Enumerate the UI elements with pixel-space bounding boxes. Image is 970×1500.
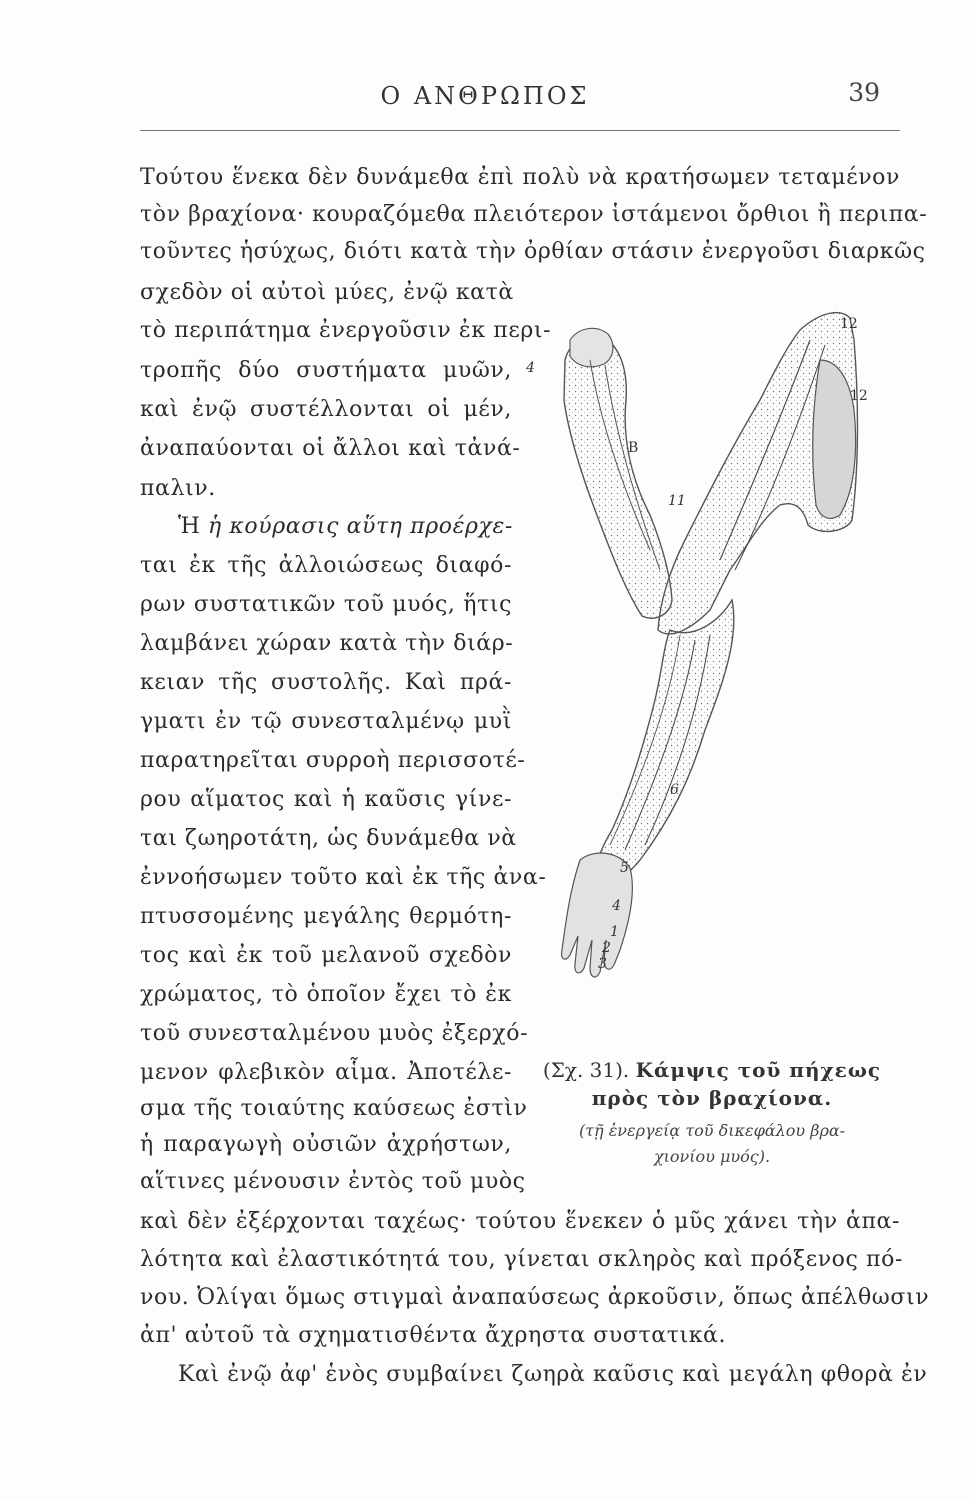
text-line: νου. Ὀλίγαι ὅμως στιγμαὶ ἀναπαύσεως ἀρκοῦσιν, ὅπως ἀπέλθωσιν — [140, 1285, 930, 1310]
figure-note-b: χιονίου μυός). — [653, 1147, 771, 1166]
text-line: παρατηρεῖται συρροὴ περισσοτέ- — [140, 748, 526, 773]
figure-caption — [522, 1056, 902, 1112]
figure-label: 6 — [670, 782, 679, 798]
text-line: σμα τῆς τοιαύτης καύσεως ἐστὶν — [140, 1096, 528, 1121]
figure-label: 4 — [526, 360, 535, 376]
figure-label: 3 — [598, 956, 607, 972]
text-line: ται ἐκ τῆς ἀλλοιώσεως διαφό- — [140, 553, 512, 578]
figure-label: 4 — [612, 898, 621, 914]
text-line: χρώματος, τὸ ὁποῖον ἔχει τὸ ἐκ — [140, 982, 512, 1007]
text-line: παλιν. — [140, 476, 216, 501]
header-rule — [140, 130, 900, 131]
text-line: καὶ ἐνῷ συστέλλονται οἱ μέν, — [140, 397, 512, 422]
text-line: κειαν τῆς συστολῆς. Καὶ πρά- — [140, 670, 512, 695]
text-line: ἀναπαύονται οἱ ἄλλοι καὶ τἀνά- — [140, 436, 521, 461]
text-line: Καὶ ἐνῷ ἀφ' ἑνὸς συμβαίνει ζωηρὰ καῦσις καὶ μεγάλη φθορὰ ἐν — [178, 1362, 928, 1387]
raised-forearm-shape — [564, 335, 672, 618]
lower-arm-shape — [596, 600, 734, 884]
figure-label: 1 — [610, 924, 619, 940]
text-line: λότητα καὶ ἐλαστικότητά του, γίνεται σκληρὸς καὶ πρόξενος πό- — [140, 1247, 903, 1272]
text-line: τροπῆς δύο συστήματα μυῶν, — [140, 358, 512, 383]
text-line: αἵτινες μένουσιν ἐντὸς τοῦ μυὸς — [140, 1169, 526, 1194]
arm-anatomy-illustration — [520, 300, 900, 1000]
figure-label: 2 — [602, 940, 611, 956]
text-line: ται ζωηροτάτη, ὡς δυνάμεθα νὰ — [140, 826, 517, 851]
text-line: καὶ δὲν ἐξέρχονται ταχέως· τούτου ἕνεκεν ὁ μῦς χάνει τὴν ἁπα- — [140, 1209, 900, 1234]
text-line: τὸν βραχίονα· κουραζόμεθα πλειότερον ἱστάμενοι ὄρθιοι ἢ περιπα- — [140, 202, 928, 227]
text-line: πτυσσομένης μεγάλης θερμότη- — [140, 904, 512, 929]
paragraph-start-line — [140, 512, 512, 542]
text-line: τος καὶ ἐκ τοῦ μελανοῦ σχεδὸν — [140, 943, 512, 968]
text-line: μενον φλεβικὸν αἷμα. Ἀποτέλε- — [140, 1060, 512, 1085]
page-number: 39 — [848, 78, 880, 107]
arm-drawing — [562, 313, 858, 977]
text-line: ρου αἵματος καὶ ἡ καῦσις γίνε- — [140, 787, 512, 812]
text-line: τοῦντες ἡσύχως, διότι κατὰ τὴν ὀρθίαν στάσιν ἐνεργοῦσι διαρκῶς — [140, 239, 926, 264]
text-line: λαμβάνει χώραν κατὰ τὴν διάρ- — [140, 631, 514, 656]
text-line: ἀπ' αὐτοῦ τὰ σχηματισθέντα ἄχρηστα συστατικά. — [140, 1323, 727, 1348]
text-line: τὸ περιπάτημα ἐνεργοῦσιν ἐκ περι- — [140, 318, 552, 343]
figure-label: 11 — [668, 493, 686, 509]
figure-label: B — [628, 440, 639, 456]
text-line: ἐννοήσωμεν τοῦτο καὶ ἐκ τῆς ἀνα- — [140, 865, 547, 890]
hand-top-shape — [570, 328, 613, 366]
figure-number: (Σχ. 31). — [542, 1058, 630, 1082]
text-line: Τούτου ἕνεκα δὲν δυνάμεθα ἐπὶ πολὺ νὰ κρατήσωμεν τεταμένον — [140, 165, 900, 190]
figure-label: 12 — [840, 316, 858, 332]
text-line: τοῦ συνεσταλμένου μυὸς ἐξερχό- — [140, 1021, 529, 1046]
running-header-title: Ο ΑΝΘΡΩΠΟΣ — [380, 82, 590, 110]
paragraph-initial: Ἡ — [178, 514, 201, 539]
figure-note-a: (τῇ ἐνεργείᾳ τοῦ δικεφάλου βρα- — [578, 1121, 846, 1140]
text-line: ἡ παραγωγὴ οὐσιῶν ἀχρήστων, — [140, 1132, 512, 1157]
figure-title-b: πρὸς τὸν βραχίονα. — [591, 1086, 833, 1110]
figure-label: 5 — [620, 860, 629, 876]
text-line: ρων συστατικῶν τοῦ μυός, ἥτις — [140, 592, 512, 617]
figure-title-a: Κάμψις τοῦ πήχεως — [635, 1058, 882, 1082]
text-line: σχεδὸν οἱ αὐτοὶ μύες, ἐνῷ κατὰ — [140, 280, 514, 305]
figure-caption-note — [522, 1118, 902, 1170]
figure-label: 12 — [850, 388, 868, 404]
text-line: γματι ἐν τῷ συνεσταλμένῳ μυῒ — [140, 709, 512, 734]
emphasis-text: ἡ κούρασις αὕτη προέρχε- — [208, 514, 513, 539]
